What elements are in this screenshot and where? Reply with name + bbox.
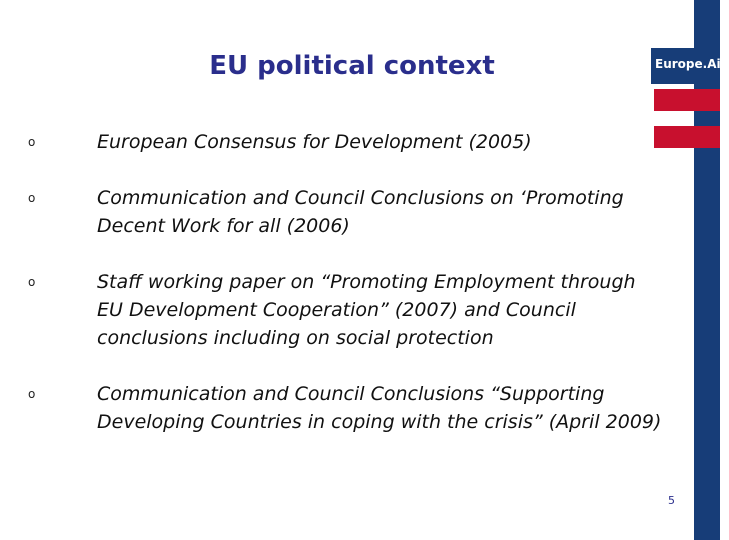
bullet-marker: o: [28, 275, 36, 289]
brand-logo-text: Europe.Aid: [655, 57, 729, 71]
bullet-text: European Consensus for Development (2005): [97, 131, 532, 153]
brand-logo-box: [651, 48, 729, 84]
bullet-marker: o: [28, 387, 36, 401]
bullet-marker: o: [28, 191, 36, 205]
brand-red-bar-top: [654, 89, 720, 111]
page-number: 5: [668, 494, 675, 507]
bullet-text: Staff working paper on “Promoting Employment through EU Development Cooperation” (2007) and Council conclusions including on social protection: [97, 271, 636, 349]
bullet-text: Communication and Council Conclusions on ‘Promoting Decent Work for all (2006): [97, 187, 624, 237]
bullet-marker: o: [28, 135, 36, 149]
slide-title: EU political context: [209, 51, 495, 81]
bullet-text: Communication and Council Conclusions “Supporting Developing Countries in coping with the crisis” (April 2009): [97, 383, 662, 433]
